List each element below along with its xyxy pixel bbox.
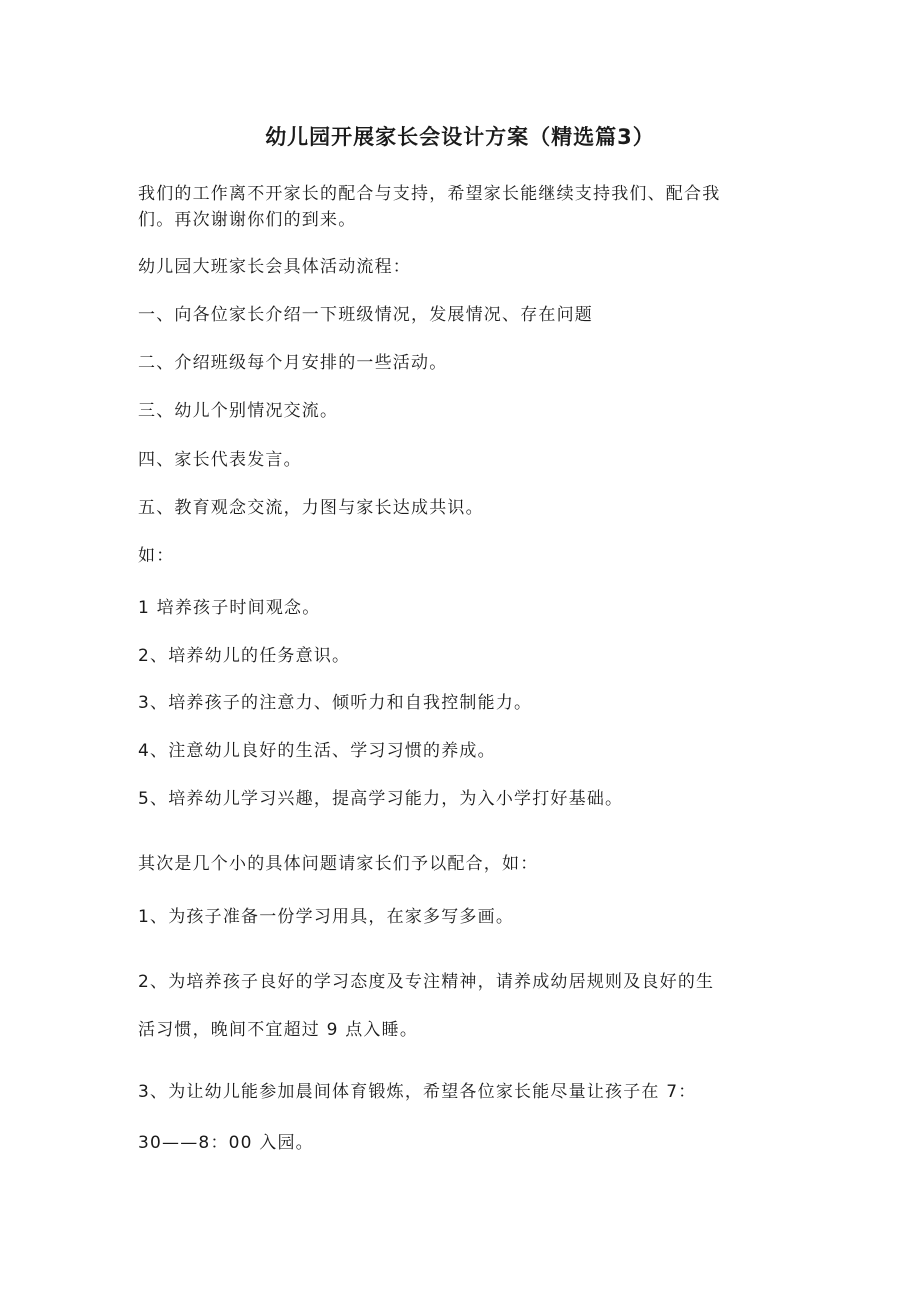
request-item-3-line-2: 30——8：00 入园。	[138, 1133, 314, 1153]
intro-line-1: 我们的工作离不开家长的配合与支持，希望家长能继续支持我们、配合我	[138, 184, 721, 204]
flow-item: 三、幼儿个别情况交流。	[138, 401, 339, 421]
flow-item: 二、介绍班级每个月安排的一些活动。	[138, 353, 448, 373]
goal-item: 3、培养孩子的注意力、倾听力和自我控制能力。	[138, 693, 533, 713]
goal-item: 4、注意幼儿良好的生活、学习习惯的养成。	[138, 741, 496, 761]
flow-item: 四、家长代表发言。	[138, 450, 302, 470]
request-item-2-line-1: 2、为培养孩子良好的学习态度及专注精神，请养成幼居规则及良好的生	[138, 972, 715, 992]
intro-line-2: 们。再次谢谢你们的到来。	[138, 210, 357, 230]
request-item-1: 1、为孩子准备一份学习用具，在家多写多画。	[138, 907, 515, 927]
request-item-2-line-2: 活习惯，晚间不宜超过 9 点入睡。	[138, 1020, 419, 1040]
goal-item: 5、培养幼儿学习兴趣，提高学习能力，为入小学打好基础。	[138, 789, 624, 809]
request-item-3-line-1: 3、为让幼儿能参加晨间体育锻炼，希望各位家长能尽量让孩子在 7：	[138, 1082, 697, 1102]
requests-heading: 其次是几个小的具体问题请家长们予以配合，如：	[138, 854, 539, 874]
goal-item: 1 培养孩子时间观念。	[138, 598, 321, 618]
page-title: 幼儿园开展家长会设计方案（精选篇3）	[265, 125, 655, 149]
example-label: 如：	[138, 546, 175, 566]
flow-heading: 幼儿园大班家长会具体活动流程：	[138, 257, 411, 277]
flow-item: 一、向各位家长介绍一下班级情况，发展情况、存在问题	[138, 305, 593, 325]
flow-item: 五、教育观念交流，力图与家长达成共识。	[138, 498, 484, 518]
goal-item: 2、培养幼儿的任务意识。	[138, 646, 351, 666]
